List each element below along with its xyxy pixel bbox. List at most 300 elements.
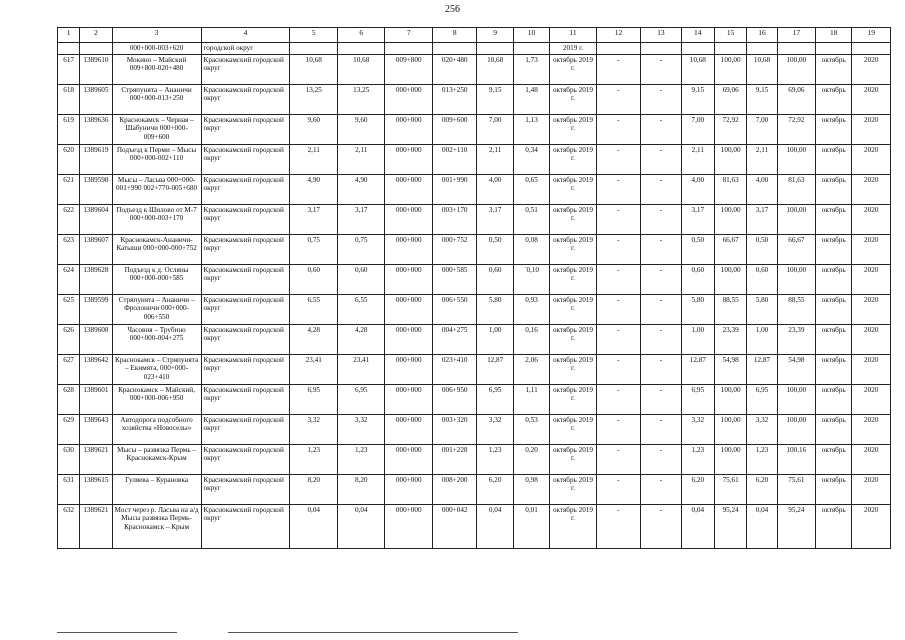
column-header: 9 [477,28,513,43]
table-cell: 81,63 [777,175,815,205]
table-cell: 8,20 [290,475,338,505]
table-cell: Краснокамский городской округ [201,295,290,325]
table-cell: 9,15 [477,85,513,115]
table-cell: 000+585 [432,265,476,295]
table-cell: Краснокамский городской округ [201,85,290,115]
table-cell: 1389610 [80,55,112,85]
table-cell: 632 [58,505,80,549]
table-cell: Краснокамский городской округ [201,505,290,549]
table-cell: 0,50 [747,235,777,265]
table-cell [80,43,112,55]
table-cell: октябрь 2019 г. [550,295,597,325]
table-cell: - [641,355,681,385]
table-cell: - [641,175,681,205]
table-cell: 1,23 [477,445,513,475]
table-cell: 75,61 [777,475,815,505]
table-cell: 003+320 [432,415,476,445]
table-cell: 0,08 [513,235,549,265]
table-cell: 10,68 [290,55,338,85]
table-cell [385,43,433,55]
table-body [58,43,891,549]
table-cell: 100,00 [714,205,746,235]
table-cell: 623 [58,235,80,265]
table-cell: 2020 [852,325,891,355]
table-cell: октябрь 2019 г. [550,475,597,505]
table-cell: 2,11 [337,145,385,175]
column-header: 8 [432,28,476,43]
table-cell: - [641,235,681,265]
table-cell: 5,80 [747,295,777,325]
table-cell: 2,11 [290,145,338,175]
table-cell: 0,60 [337,265,385,295]
table-cell [816,43,852,55]
table-cell: 3,32 [337,415,385,445]
table-cell: 6,55 [337,295,385,325]
table-cell: - [641,415,681,445]
table-cell: Часовня – Трубино 000+000-004+275 [112,325,201,355]
table-cell: Мысы – Ласьва 000+000-001+990 002+770-005+680 [112,175,201,205]
table-cell: 618 [58,85,80,115]
table-cell: - [596,115,640,145]
table-cell: городской округ [201,43,290,55]
table-cell: 1389605 [80,85,112,115]
table-cell: 629 [58,415,80,445]
table-row [58,475,891,505]
table-row [58,415,891,445]
table-cell: 000+000 [385,355,433,385]
table-cell: 54,98 [714,355,746,385]
table-cell: 1389598 [80,175,112,205]
table-cell: 100,00 [714,385,746,415]
table-cell: 13,25 [337,85,385,115]
table-cell: - [596,265,640,295]
table-cell: 3,17 [290,205,338,235]
table-cell: - [596,475,640,505]
table-cell: Гуляева – Курановка [112,475,201,505]
table-cell: октябрь 2019 г. [550,265,597,295]
table-cell: 9,15 [681,85,714,115]
table-cell: 000+000 [385,265,433,295]
table-cell: 10,68 [477,55,513,85]
table-row [58,85,891,115]
table-cell: 2020 [852,85,891,115]
column-header: 1 [58,28,80,43]
table-cell [641,43,681,55]
table-cell: октябрь 2019 г. [550,325,597,355]
table-cell: 0,50 [681,235,714,265]
table-cell: 631 [58,475,80,505]
table-cell: 4,00 [747,175,777,205]
table-cell: 1,73 [513,55,549,85]
table-cell [432,43,476,55]
table-cell: 1,11 [513,385,549,415]
table-cell: Мысы – развязка Пермь – Краснокамск-Крым [112,445,201,475]
table-cell: 66,67 [777,235,815,265]
table-cell: 000+000-003+620 [112,43,201,55]
table-cell: 6,20 [747,475,777,505]
table-cell: Краснокамский городской округ [201,445,290,475]
table-cell: 2020 [852,205,891,235]
table-cell: октябрь [816,115,852,145]
table-cell: 1,00 [477,325,513,355]
table-cell [58,43,80,55]
table-cell: 630 [58,445,80,475]
table-cell: 624 [58,265,80,295]
table-cell: - [596,355,640,385]
table-cell: октябрь 2019 г. [550,115,597,145]
table-cell: 100,00 [777,55,815,85]
table-cell: 2020 [852,475,891,505]
table-cell: октябрь [816,355,852,385]
table-cell: 95,24 [714,505,746,549]
table-cell: 100,00 [714,445,746,475]
table-cell: `0,10 [513,265,549,295]
table-cell: 0,53 [513,415,549,445]
table-cell: 000+000 [385,295,433,325]
table-cell: 6,20 [477,475,513,505]
table-cell: 0,04 [681,505,714,549]
table-cell: 6,95 [477,385,513,415]
table-cell [747,43,777,55]
table-cell: 000+000 [385,445,433,475]
table-row [58,43,891,55]
table-cell: октябрь 2019 г. [550,145,597,175]
table-row [58,175,891,205]
table-cell: октябрь [816,475,852,505]
table-cell: 3,17 [477,205,513,235]
table-cell: 1389615 [80,475,112,505]
table-cell: 020+480 [432,55,476,85]
table-cell: 4,00 [477,175,513,205]
table-cell: - [641,325,681,355]
table-cell: Мокино – Майский 009+800-020+480 [112,55,201,85]
table-cell: - [596,445,640,475]
table-cell: Краснокамск – Майский, 000+000-006+950 [112,385,201,415]
table-cell: Краснокамский городской округ [201,55,290,85]
table-cell: 8,20 [337,475,385,505]
table-cell: 2020 [852,115,891,145]
table-cell: 1,23 [681,445,714,475]
table-row [58,145,891,175]
table-cell: 4,90 [290,175,338,205]
table-cell: 000+000 [385,415,433,445]
column-header: 16 [747,28,777,43]
table-cell: 5,80 [681,295,714,325]
table-cell: 3,32 [290,415,338,445]
column-header: 4 [201,28,290,43]
table-cell: 3,17 [337,205,385,235]
table-cell: 000+000 [385,85,433,115]
table-cell: 10,68 [747,55,777,85]
table-cell: октябрь [816,145,852,175]
table-row [58,55,891,85]
table-cell: - [596,505,640,549]
table-cell: Подъезд к Шилово от М-7 000+000-003+170 [112,205,201,235]
table-cell: 1389607 [80,235,112,265]
table-cell [681,43,714,55]
table-cell: 100,00 [714,145,746,175]
table-cell: 100,00 [777,145,815,175]
table-cell: октябрь 2019 г. [550,205,597,235]
table-cell: 6,20 [681,475,714,505]
table-cell: 9,60 [337,115,385,145]
table-cell: 23,41 [290,355,338,385]
table-cell: - [596,175,640,205]
table-cell: октябрь [816,205,852,235]
table-cell: - [641,205,681,235]
table-row [58,325,891,355]
table-cell: 72,92 [714,115,746,145]
footer-line-mid [228,632,518,633]
table-cell: - [596,205,640,235]
table-cell: 0,98 [513,475,549,505]
table-cell: 6,95 [747,385,777,415]
table-cell [477,43,513,55]
table-cell: 2020 [852,415,891,445]
table-cell: 1389628 [80,265,112,295]
table-cell: 100,00 [714,415,746,445]
table-cell: октябрь 2019 г. [550,415,597,445]
table-row [58,235,891,265]
table-cell [852,43,891,55]
table-cell: 7,00 [747,115,777,145]
table-cell: 619 [58,115,80,145]
table-cell: 9,15 [747,85,777,115]
table-cell: 2,06 [513,355,549,385]
table-cell: 2020 [852,265,891,295]
table-cell: 0,16 [513,325,549,355]
table-cell: 13,25 [290,85,338,115]
table-row [58,115,891,145]
page-number: 256 [445,4,460,15]
table-cell: Краснокамский городской округ [201,355,290,385]
table-cell: 100,00 [777,415,815,445]
table-cell: 006+550 [432,295,476,325]
table-cell: октябрь 2019 г. [550,445,597,475]
table-cell: октябрь 2019 г. [550,385,597,415]
table-cell: 100,00 [714,265,746,295]
table-cell: - [641,55,681,85]
table-cell: 001+228 [432,445,476,475]
table-cell: - [641,115,681,145]
table-cell: 2020 [852,445,891,475]
table-cell: 6,95 [337,385,385,415]
table-cell: 000+000 [385,175,433,205]
table-row [58,355,891,385]
table-cell: 000+000 [385,235,433,265]
table-cell: октябрь 2019 г. [550,55,597,85]
table-cell: 2,11 [747,145,777,175]
table-cell: 1,23 [290,445,338,475]
table-cell: 000+752 [432,235,476,265]
table-cell: Подъезд к Перми – Мысы 000+000-002+110 [112,145,201,175]
table-cell: - [641,265,681,295]
table-cell: - [596,85,640,115]
table-cell: 0,65 [513,175,549,205]
column-header: 5 [290,28,338,43]
column-header: 2 [80,28,112,43]
table-cell: 003+170 [432,205,476,235]
table-cell [596,43,640,55]
table-cell: 000+000 [385,145,433,175]
table-cell: - [596,295,640,325]
table-cell: 9,60 [290,115,338,145]
table-cell [777,43,815,55]
table-cell: 0,75 [337,235,385,265]
table-cell: 0,04 [290,505,338,549]
table-cell: 69,06 [777,85,815,115]
column-header: 3 [112,28,201,43]
table-cell: 621 [58,175,80,205]
table-cell: Автодорога подсобного хозяйства «Новоселы» [112,415,201,445]
table-cell: 1389601 [80,385,112,415]
table-cell: - [596,55,640,85]
table-cell: 1,00 [747,325,777,355]
table-cell: - [641,475,681,505]
table-cell: 1,23 [747,445,777,475]
table-cell: 006+950 [432,385,476,415]
table-cell: - [641,145,681,175]
table-cell: 81,63 [714,175,746,205]
table-cell: 1389642 [80,355,112,385]
table-cell: октябрь 2019 г. [550,355,597,385]
table-cell: 2,11 [681,145,714,175]
table-cell: 0,60 [681,265,714,295]
table-cell: 6,95 [681,385,714,415]
table-cell: 009+600 [432,115,476,145]
table-cell: 3,17 [681,205,714,235]
table-cell: 000+000 [385,385,433,415]
table-cell: октябрь [816,175,852,205]
table-cell: 004+275 [432,325,476,355]
table-cell: 0,50 [477,235,513,265]
table-cell: 100,16 [777,445,815,475]
table-cell: 0,01 [513,505,549,549]
column-header: 10 [513,28,549,43]
table-cell: 1,00 [681,325,714,355]
table-cell: октябрь [816,325,852,355]
table-cell: 2,11 [477,145,513,175]
table-cell: Краснокамский городской округ [201,145,290,175]
column-header: 13 [641,28,681,43]
table-cell: 2020 [852,175,891,205]
table-cell: 2020 [852,355,891,385]
table-cell: 625 [58,295,80,325]
table-cell: 100,00 [777,385,815,415]
table-cell: 008+200 [432,475,476,505]
table-cell: 000+042 [432,505,476,549]
table-cell: 23,39 [777,325,815,355]
table-cell: 69,06 [714,85,746,115]
table-cell: - [641,505,681,549]
table-cell: 4,28 [337,325,385,355]
table-cell: 2020 [852,385,891,415]
table-cell: Краснокамский городской округ [201,325,290,355]
table-cell: октябрь [816,505,852,549]
table-cell [513,43,549,55]
table-cell: 6,95 [290,385,338,415]
table-cell: - [641,85,681,115]
table-cell: 009+800 [385,55,433,85]
table-cell: 23,39 [714,325,746,355]
table-cell: 95,24 [777,505,815,549]
road-repair-table [57,27,891,549]
table-cell: Краснокамский городской округ [201,475,290,505]
table-cell: 0,93 [513,295,549,325]
table-cell: 1,23 [337,445,385,475]
table-cell: октябрь [816,265,852,295]
table-cell: 3,32 [747,415,777,445]
table-cell: октябрь [816,445,852,475]
table-cell: 3,32 [681,415,714,445]
table-cell: 1389604 [80,205,112,235]
table-cell: Краснокамск – Стряпунята – Екимята, 000+000-023+410 [112,355,201,385]
table-cell: - [596,235,640,265]
table-cell: 100,00 [777,265,815,295]
table-cell: октябрь 2019 г. [550,505,597,549]
table-cell: 002+110 [432,145,476,175]
table-cell: 4,28 [290,325,338,355]
table-cell: 013+250 [432,85,476,115]
table-row [58,205,891,235]
table-cell: Стряпунята – Ананичи 000+000-013+250 [112,85,201,115]
table-cell: 0,75 [290,235,338,265]
table-cell: октябрь [816,55,852,85]
table-cell: 88,55 [777,295,815,325]
table-cell: - [596,415,640,445]
table-cell: 12,87 [477,355,513,385]
table-cell: 0,51 [513,205,549,235]
table-cell: 66,67 [714,235,746,265]
table-cell: 1389608 [80,325,112,355]
table-cell: 3,17 [747,205,777,235]
table-cell: 12,87 [747,355,777,385]
column-header: 18 [816,28,852,43]
table-cell: 2020 [852,235,891,265]
column-header: 17 [777,28,815,43]
table-row [58,295,891,325]
table-cell: 0,34 [513,145,549,175]
table-cell: Краснокамский городской округ [201,115,290,145]
table-cell: 628 [58,385,80,415]
table-cell: 23,41 [337,355,385,385]
table-cell: 2020 [852,145,891,175]
table-cell: 000+000 [385,325,433,355]
table-cell: 023+410 [432,355,476,385]
table-cell: - [641,445,681,475]
table-cell: 10,68 [337,55,385,85]
table-cell: октябрь 2019 г. [550,235,597,265]
table-cell: 1389621 [80,505,112,549]
table-cell: 5,80 [477,295,513,325]
table-cell: 001+990 [432,175,476,205]
table-cell: - [641,385,681,415]
table-cell: Мост через р. Ласьва на а/д Мысы развязка Пермь-Краснокамск – Крым [112,505,201,549]
table-cell: 4,90 [337,175,385,205]
table-cell [337,43,385,55]
column-header: 11 [550,28,597,43]
table-row [58,445,891,475]
table-cell: 1389621 [80,445,112,475]
table-cell: Подъезд к д. Осляны 000+000-000+585 [112,265,201,295]
table-cell: октябрь [816,295,852,325]
table-cell: 12,87 [681,355,714,385]
table-cell: 0,60 [290,265,338,295]
table-cell: 617 [58,55,80,85]
table-cell: 2020 [852,295,891,325]
footer-line-left [57,632,177,633]
table-cell: 626 [58,325,80,355]
